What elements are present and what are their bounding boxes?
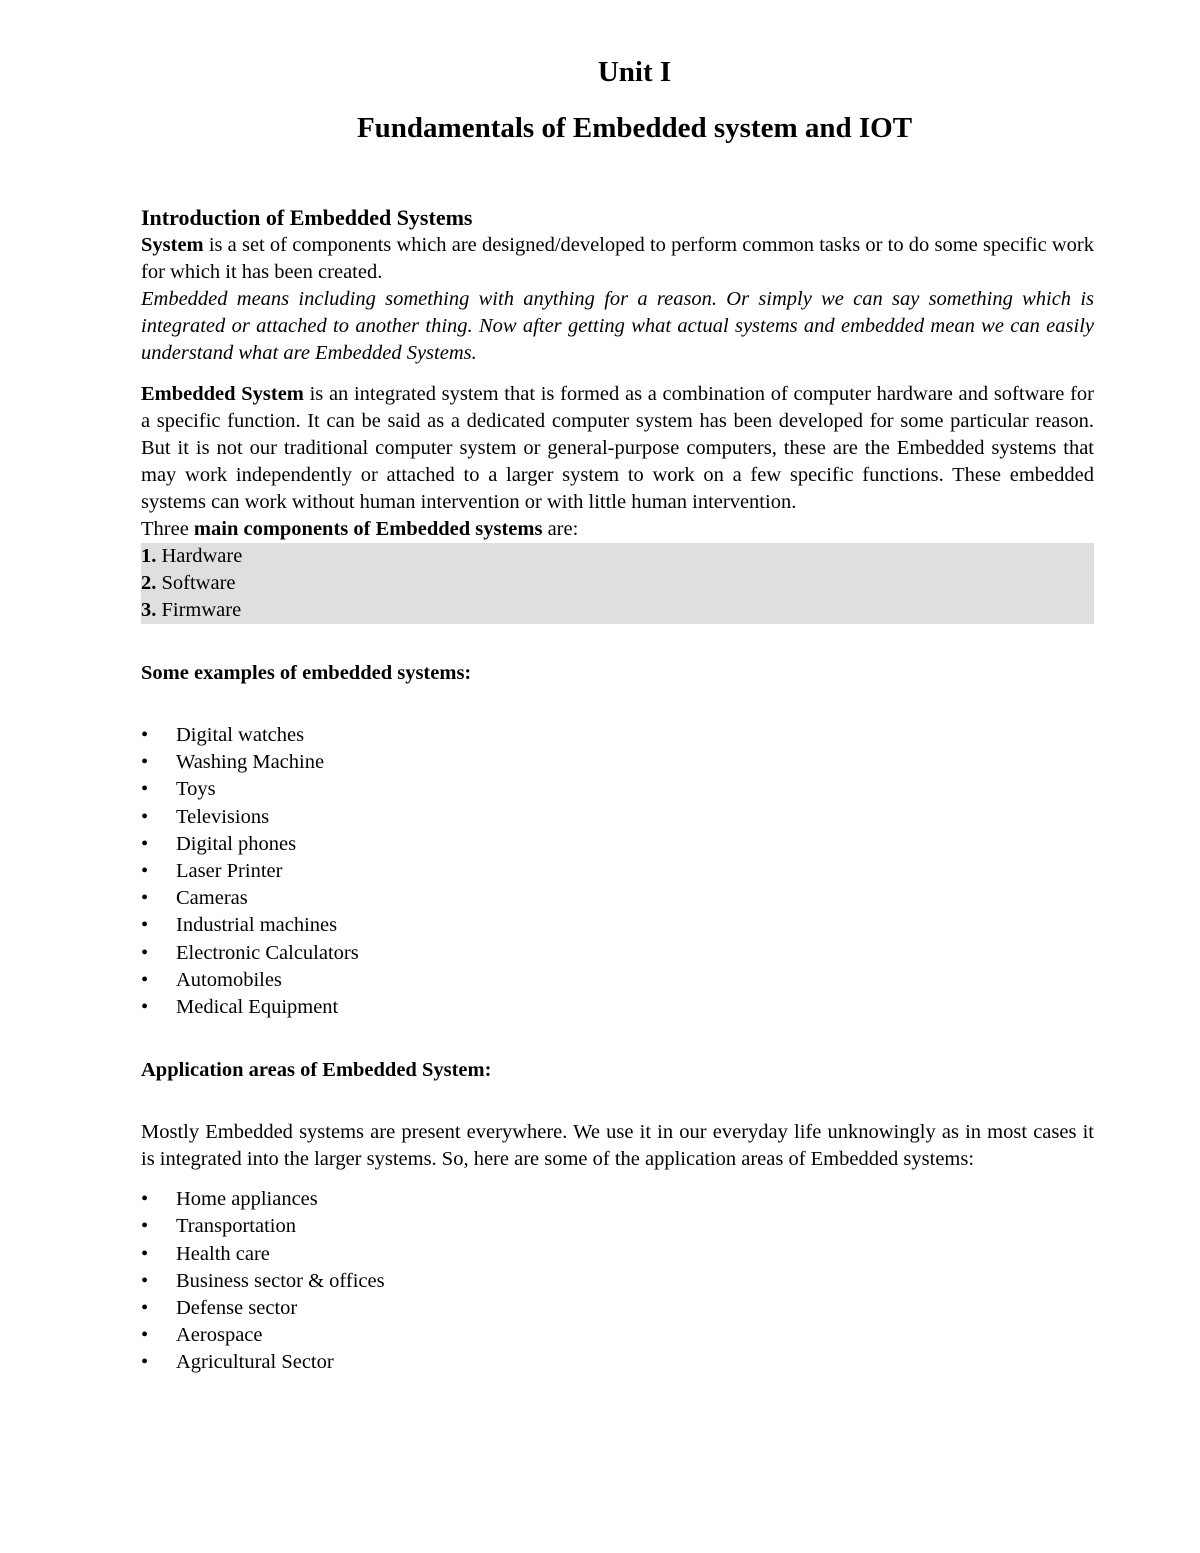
bullet-icon: • [141,941,149,964]
list-item [141,1268,1094,1295]
list-item-text: Agricultural Sector [176,1351,334,1374]
bullet-icon: • [141,1297,149,1320]
list-item [141,1295,1094,1322]
list-item-text: Medical Equipment [176,996,339,1019]
list-item [141,1213,1094,1240]
list-item-text: Transportation [176,1215,296,1238]
component-item [141,597,1094,624]
bullet-icon: • [141,724,149,746]
components-intro-prefix: Three [141,518,194,540]
bullet-icon: • [141,751,149,774]
list-item [141,858,1094,885]
embedded-system-definition [141,381,1094,516]
list-item-text: Aerospace [176,1324,263,1347]
list-item [141,1241,1094,1268]
component-label: Software [156,572,236,594]
component-number: 1. [141,545,157,567]
unit-title: Unit I [597,56,672,88]
components-intro [141,516,1094,543]
bullet-icon: • [141,1188,149,1211]
intro-heading: Introduction of Embedded Systems [141,205,473,230]
bullet-icon: • [141,914,149,937]
system-definition-text: is a set of components which are designed/developed to perform common tasks or to do some specific work for which it has been created. [141,234,1094,283]
bullet-icon: • [141,1242,149,1265]
list-item [141,722,1094,749]
components-intro-suffix: are: [542,518,579,540]
list-item-text: Digital watches [176,724,305,746]
component-item [141,570,1094,597]
list-item [141,776,1094,803]
examples-heading: Some examples of embedded systems: [141,662,472,684]
list-item-text: Industrial machines [176,914,338,937]
component-item [141,543,1094,570]
applications-heading: Application areas of Embedded System: [141,1059,492,1082]
list-item-text: Health care [176,1242,270,1265]
list-item-text: Washing Machine [176,751,325,774]
list-item [141,885,1094,912]
embedded-system-term: Embedded System [141,383,304,405]
list-item-text: Business sector & offices [176,1269,385,1292]
component-label: Hardware [156,545,243,567]
bullet-icon: • [141,996,149,1019]
list-item [141,1186,1094,1213]
list-item-text: Toys [176,778,216,801]
bullet-icon: • [141,1269,149,1292]
bullet-icon: • [141,778,149,801]
list-item [141,940,1094,967]
list-item-text: Defense sector [176,1297,298,1320]
list-item-text: Automobiles [176,968,282,991]
embedded-meaning: Embedded means including something with anything for a reason. Or simply we can say something which is integrated or attached to another thing. Now after getting what actual systems and embedded mean we can easily understand what are Embedded Systems. [141,288,1094,364]
list-item-text: Cameras [176,887,248,910]
bullet-icon: • [141,805,149,828]
list-item [141,1322,1094,1349]
list-item [141,1349,1094,1376]
list-item [141,749,1094,776]
components-intro-bold: main components of Embedded systems [193,518,543,540]
component-number: 2. [141,572,157,594]
bullet-icon: • [141,1351,149,1374]
bullet-icon: • [141,1215,149,1238]
applications-paragraph: Mostly Embedded systems are present everywhere. We use it in our everyday life unknowingly as in most cases it is integrated into the larger systems. So, here are some of the application areas of Embedded systems: [141,1121,1094,1171]
system-term: System [141,234,204,256]
components-list [141,543,1094,624]
list-item-text: Laser Printer [176,860,283,883]
document-title: Fundamentals of Embedded system and IOT [356,112,913,144]
document-page [141,52,1094,1377]
system-definition [141,232,1094,286]
list-item-text: Electronic Calculators [176,941,359,964]
list-item [141,804,1094,831]
examples-list [141,722,1094,1021]
list-item [141,831,1094,858]
list-item [141,994,1094,1021]
component-number: 3. [141,599,157,621]
list-item-text: Televisions [176,805,270,828]
bullet-icon: • [141,832,149,855]
list-item-text: Digital phones [176,832,297,855]
component-label: Firmware [156,599,242,621]
bullet-icon: • [141,887,149,910]
list-item-text: Home appliances [176,1188,318,1211]
list-item [141,967,1094,994]
bullet-icon: • [141,968,149,991]
bullet-icon: • [141,860,149,883]
embedded-system-definition-text: is an integrated system that is formed as a combination of computer hardware and software for a specific function. It can be said as a dedicated computer system has been developed for some particular reason. But it is not our traditional computer system or general-purpose computers, these are the Embedded systems that may work independently or attached to a larger system to work on a few specific functions. These embedded systems can work without human intervention or with little human intervention. [141,383,1095,513]
list-item [141,912,1094,939]
bullet-icon: • [141,1324,149,1347]
applications-list [141,1186,1094,1376]
